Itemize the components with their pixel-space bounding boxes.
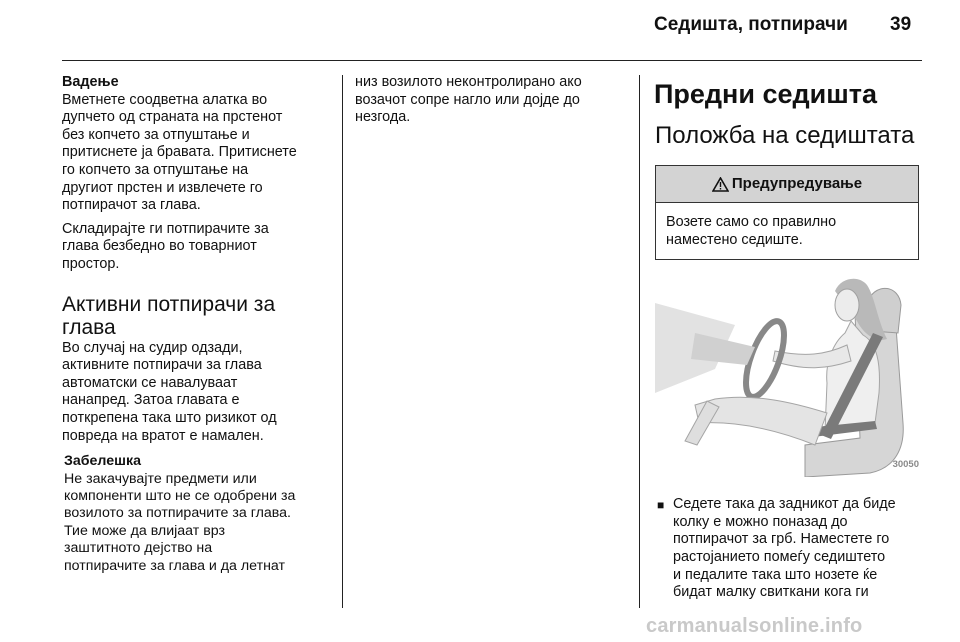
note-block — [64, 453, 334, 575]
header-divider — [62, 60, 922, 61]
bullet-text — [673, 496, 896, 602]
watermark: carmanualsonline.info — [646, 615, 863, 637]
heading-active-head-restraints — [62, 293, 334, 339]
text-line: потпирачот за глава. — [62, 197, 201, 214]
list-item — [655, 496, 923, 602]
column-divider-1 — [342, 75, 343, 608]
active-paragraph — [62, 340, 334, 446]
figure-label: 30050 — [892, 458, 919, 470]
text-line: возилото за потпирачите за глава. — [64, 505, 291, 522]
text-line: дупчето од страната на прстенот — [62, 109, 283, 126]
note-title: Забелешка — [64, 453, 141, 470]
warning-header — [656, 166, 918, 203]
text-line: Вметнете соодветна алатка во — [62, 91, 268, 108]
text-line: возачот сопре нагло или дојде до — [355, 91, 580, 108]
removal-paragraph — [62, 92, 334, 215]
column-1 — [62, 74, 334, 575]
text-line: глава безбедно во товарниот — [62, 238, 257, 255]
text-line: Во случај на судир одзади, — [62, 339, 243, 356]
driver-seat-illustration — [655, 273, 921, 477]
text-line: нанапред. Затоа главата е — [62, 392, 240, 409]
column-2 — [355, 74, 627, 127]
text-line: незгода. — [355, 109, 411, 126]
text-line: автоматски се навалуваат — [62, 374, 238, 391]
text-line: компоненти што не се одобрени за — [64, 487, 296, 504]
text-line: растојанието помеѓу седиштето — [673, 548, 886, 565]
text-line: и педалите така што нозете ќе — [673, 566, 878, 583]
column-3 — [655, 74, 923, 602]
text-line: Складирајте ги потпирачите за — [62, 220, 269, 237]
storage-paragraph — [62, 221, 334, 274]
text-line: го копчето за отпуштање на — [62, 161, 249, 178]
text-line: низ возилото неконтролирано ако — [355, 74, 582, 90]
header-title: Седишта, потпирачи — [654, 14, 848, 35]
text-line: активните потпирачи за глава — [62, 357, 262, 374]
warning-title: Предупредување — [731, 175, 863, 193]
text-line: повреда на вратот е намален. — [62, 427, 264, 444]
bullet-square-icon: ■ — [657, 498, 665, 513]
text-line: поткрепена така што ризикот од — [62, 409, 277, 426]
warning-triangle-icon — [712, 177, 729, 192]
text-line: потпирачите за глава и да летнат — [64, 557, 285, 574]
text-line: заштитното дејство на — [64, 540, 213, 557]
text-line: Седете така да задникот да биде — [673, 496, 896, 513]
heading-line: глава — [62, 315, 116, 339]
text-line: Тие може да влијаат врз — [64, 522, 225, 539]
text-line: наместено седиште. — [666, 231, 803, 248]
page-number: 39 — [890, 14, 912, 35]
warning-body — [656, 203, 918, 259]
subheading-removal: Вадење — [62, 74, 119, 90]
text-line: бидат малку свиткани кога ги — [673, 584, 869, 601]
text-line: колку е можно поназад до — [673, 513, 848, 530]
text-line: потпирачот за грб. Наместете го — [673, 531, 890, 548]
text-line: другиот прстен и извлечете го — [62, 179, 263, 196]
text-line: притиснете ја бравата. Притиснете — [62, 144, 297, 161]
seat-position-illustration — [655, 273, 921, 477]
text-line: без копчето за отпуштање и — [62, 126, 250, 143]
text-line: Возете само со правилно — [666, 214, 837, 230]
heading-seat-position: Положба на седиштата — [655, 122, 915, 149]
text-line: Не закачувајте предмети или — [64, 470, 257, 487]
warning-box — [655, 165, 919, 260]
heading-line: Активни потпирачи за — [62, 292, 276, 316]
heading-front-seats: Предни седишта — [654, 79, 877, 109]
column-divider-2 — [639, 75, 640, 608]
text-line: простор. — [62, 255, 120, 272]
